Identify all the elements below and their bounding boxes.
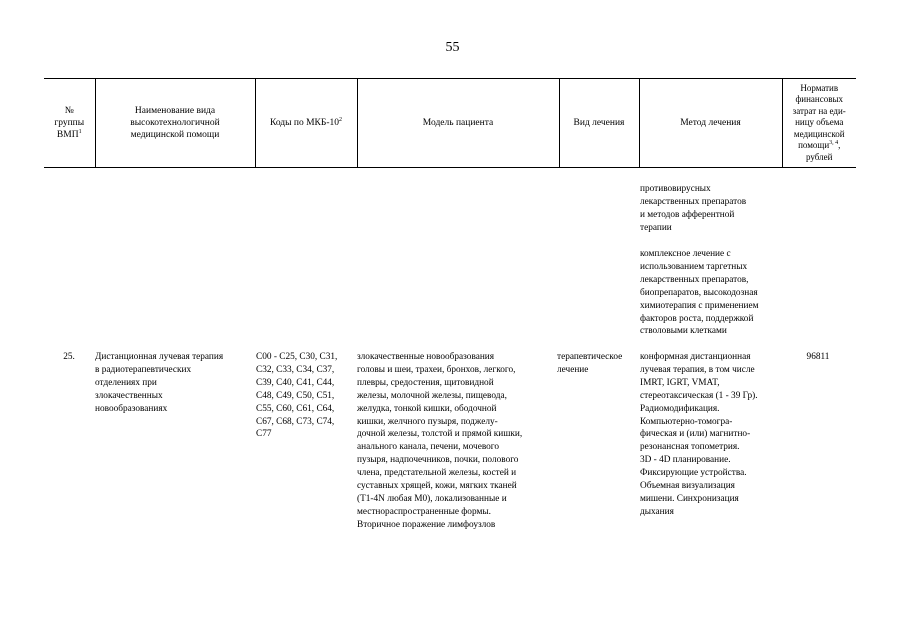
row-care-type: Дистанционная лучевая терапия в радиотерапевтических отделениях при злокачественных новообразованиях: [95, 352, 224, 414]
row-cost-norm: 96811: [806, 352, 830, 362]
method-continuation-2: комплексное лечение с использованием таргетных лекарственных препаратов, биопрепаратов, высокодозная химиотерапия с применением факторов роста, поддержкой стволовыми клетками: [640, 249, 759, 337]
row-treatment-method: конформная дистанционная лучевая терапия, в том числе IMRT, IGRT, VMAT, стереотаксическая (1 - 39 Гр). Радиомодификация. Компьютерно-томогра- фическая и (или) магнитно- резонансная топометрия. 3D - 4D планирование. Фиксирующие устройства. Объемная визуализация мишени. Синхронизация дыхания: [640, 352, 758, 517]
table-header: [44, 78, 856, 168]
header-icd-codes: Коды по МКБ-$10^2$: [255, 79, 357, 168]
row-icd-codes: C00 - C25, C30, C31, C32, C33, C34, C37, C39, C40, C41, C44, C48, C49, C50, C51, C55, C60, C61, C64, C67, C68, C73, C74, C77: [256, 352, 338, 440]
header-cost-norm: Норматив финансовых затрат на еди- ницу объема медицинской помощи$^{3, 4}$, рублей: [782, 79, 856, 168]
header-care-type: Наименование вида высокотехнологичной медицинской помощи: [95, 79, 255, 168]
row-number: 25.: [63, 352, 75, 362]
header-group-number: № группы ВМП$^1$: [44, 79, 95, 168]
page-number: 55: [445, 40, 460, 55]
header-treatment-kind: Вид лечения: [559, 79, 639, 168]
row-patient-model: злокачественные новообразования головы и шеи, трахеи, бронхов, легкого, плевры, средостения, щитовидной железы, молочной железы, пищевода, желудка, тонкой кишки, ободочной кишки, желчного пузыря, поджелу- дочной железы, толстой и прямой кишки, анального канала, печени, мочевого пузыря, надпочечников, почки, полового члена, предстательной железы, костей и суставных хрящей, кожи, мягких тканей (T1-4N любая M0), локализованные и местнораспространенные формы. Вторичное поражение лимфоузлов: [357, 352, 523, 530]
header-treatment-method: Метод лечения: [639, 79, 782, 168]
row-treatment-kind: терапевтическое лечение: [557, 352, 623, 375]
header-patient-model: Модель пациента: [357, 79, 559, 168]
method-continuation-1: противовирусных лекарственных препаратов и методов афферентной терапии: [640, 184, 747, 233]
